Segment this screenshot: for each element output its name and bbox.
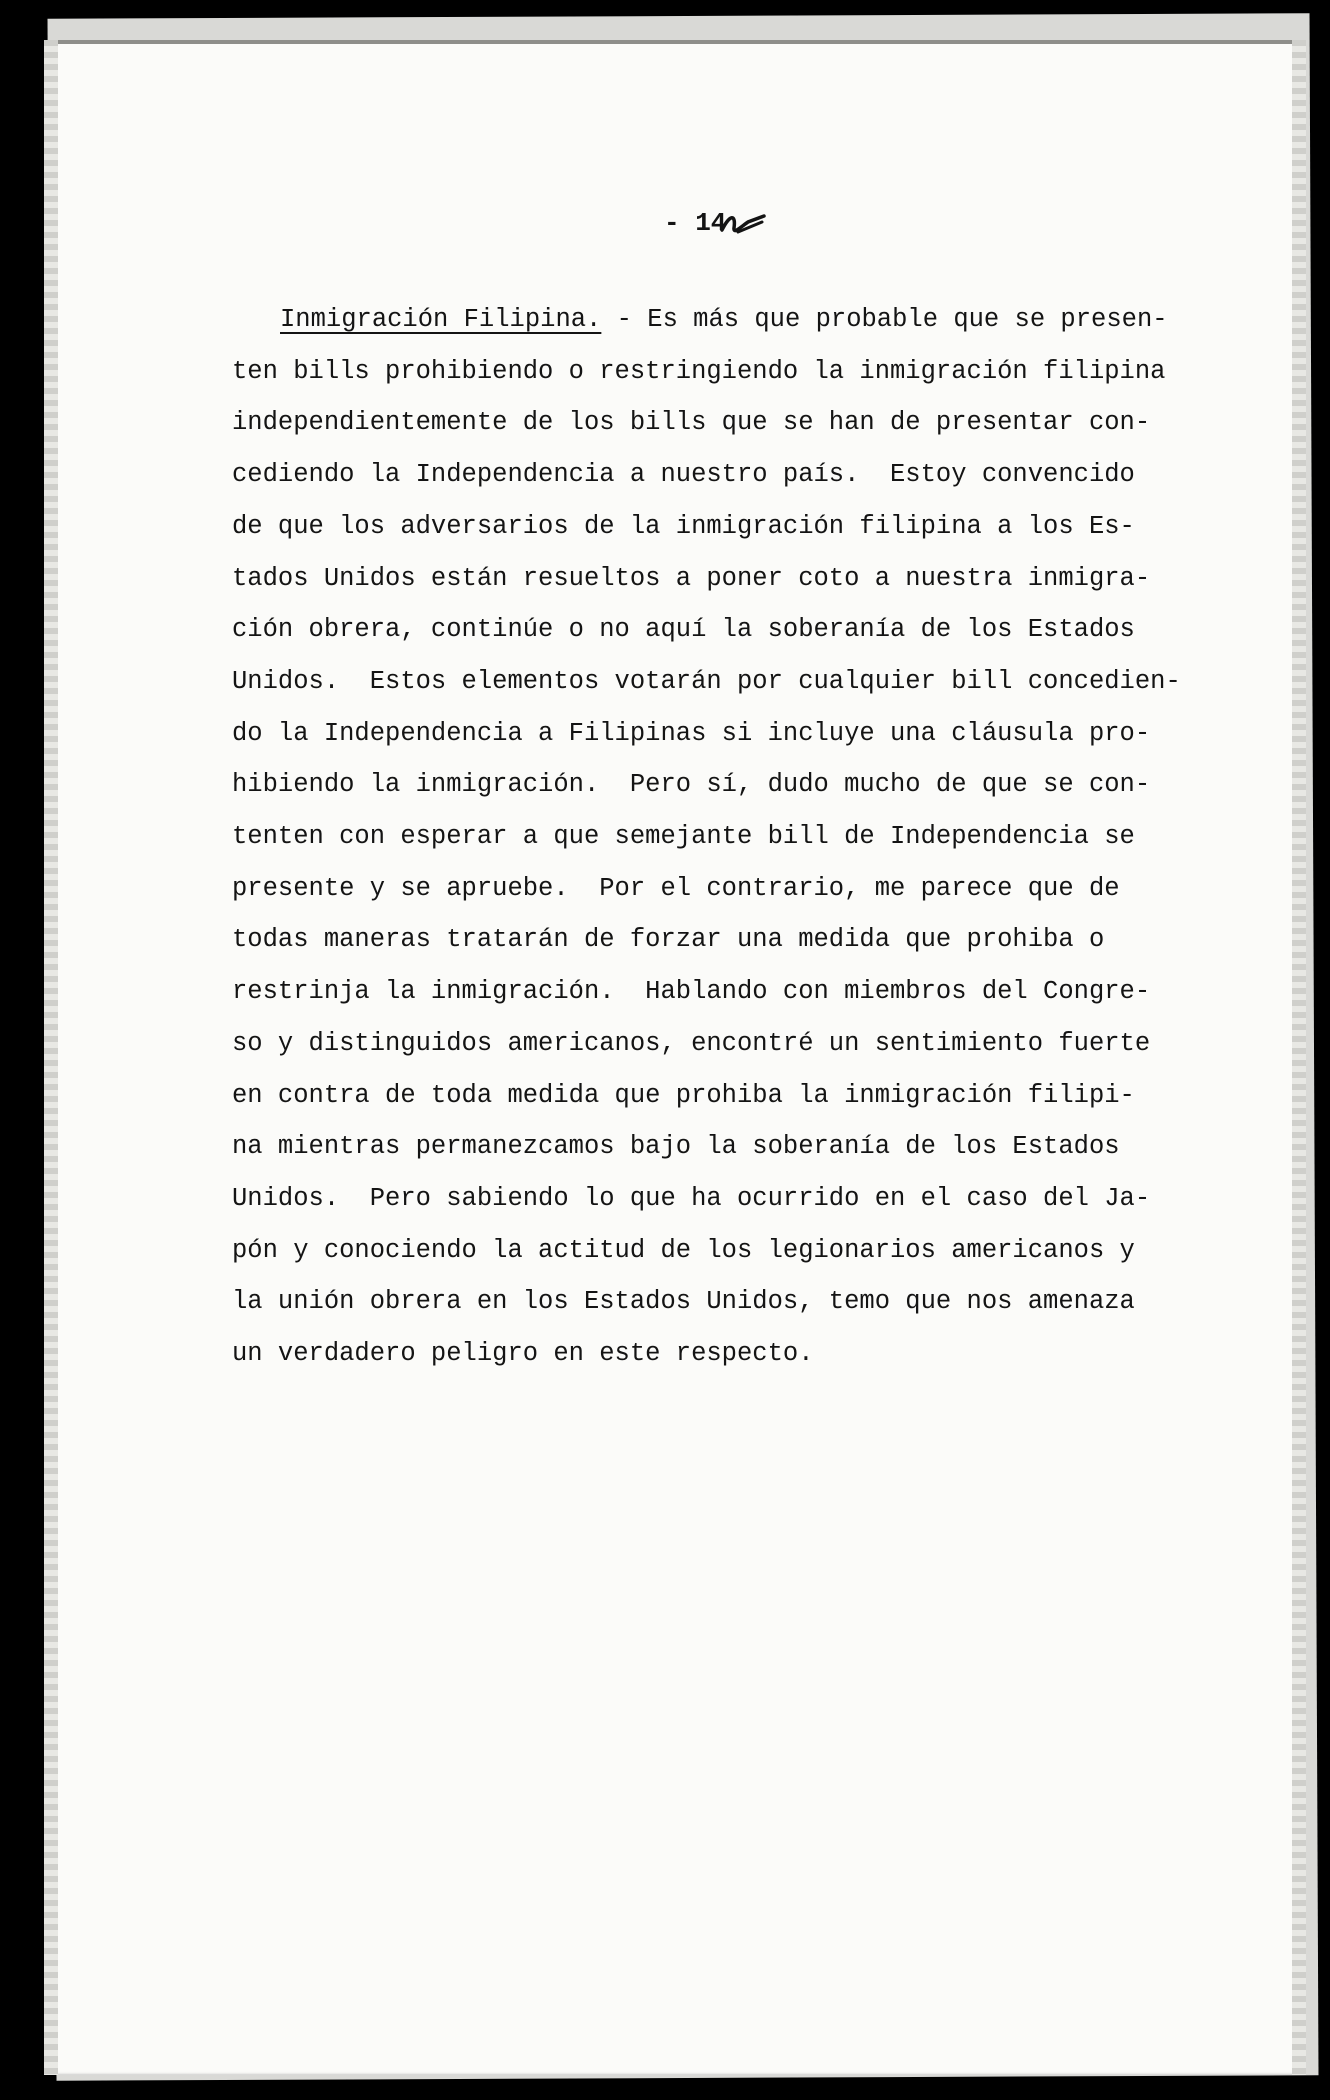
heading-line xyxy=(232,294,1277,346)
text-line: na mientras permanezcamos bajo la soberanía de los Estados xyxy=(232,1132,1120,1162)
text-line: todas maneras tratarán de forzar una medida que prohiba o xyxy=(232,925,1105,955)
text-line: cediendo la Independencia a nuestro país. Estoy convencido xyxy=(232,460,1135,490)
text-line: independientemente de los bills que se han de presentar con- xyxy=(232,408,1151,438)
heading-line-text: - Es más que probable que se presen- xyxy=(601,305,1168,334)
text-line: ten bills prohibiendo o restringiendo la inmigración filipina xyxy=(232,356,1166,386)
text-line: en contra de toda medida que prohiba la inmigración filipi- xyxy=(232,1080,1135,1110)
text-line: do la Independencia a Filipinas si incluye una cláusula pro- xyxy=(232,718,1151,748)
text-line: so y distinguidos americanos, encontré un sentimiento fuerte xyxy=(232,1028,1151,1058)
text-line: pón y conociendo la actitud de los legionarios americanos y xyxy=(232,1235,1135,1265)
text-line: tados Unidos están resueltos a poner coto a nuestra inmigra- xyxy=(232,563,1151,593)
text-line: tenten con esperar a que semejante bill de Independencia se xyxy=(232,822,1135,852)
page-right-edge xyxy=(1292,40,1306,2075)
text-line: Unidos. Pero sabiendo lo que ha ocurrido en el caso del Ja- xyxy=(232,1183,1151,1213)
text-line: restrinja la inmigración. Hablando con miembros del Congre- xyxy=(232,977,1151,1007)
section-heading: Inmigración Filipina. xyxy=(280,305,602,334)
text-line: presente y se apruebe. Por el contrario, me parece que de xyxy=(232,873,1120,903)
page-number-text: - 14 xyxy=(664,208,727,238)
page-top-edge xyxy=(44,40,1306,44)
text-line: de que los adversarios de la inmigración filipina a los Es- xyxy=(232,511,1135,541)
text-line: ción obrera, continúe o no aquí la soberanía de los Estados xyxy=(232,615,1135,645)
text-line: hibiendo la inmigración. Pero sí, dudo mucho de que se con- xyxy=(232,770,1151,800)
document-page xyxy=(44,40,1306,2075)
page-left-edge xyxy=(44,40,58,2075)
text-line: la unión obrera en los Estados Unidos, temo que nos amenaza xyxy=(232,1287,1135,1317)
handwritten-mark-icon xyxy=(718,208,778,238)
page-number xyxy=(664,208,778,238)
body-text xyxy=(232,294,1277,1380)
text-line: un verdadero peligro en este respecto. xyxy=(232,1339,814,1369)
text-line: Unidos. Estos elementos votarán por cualquier bill concedien- xyxy=(232,666,1181,696)
